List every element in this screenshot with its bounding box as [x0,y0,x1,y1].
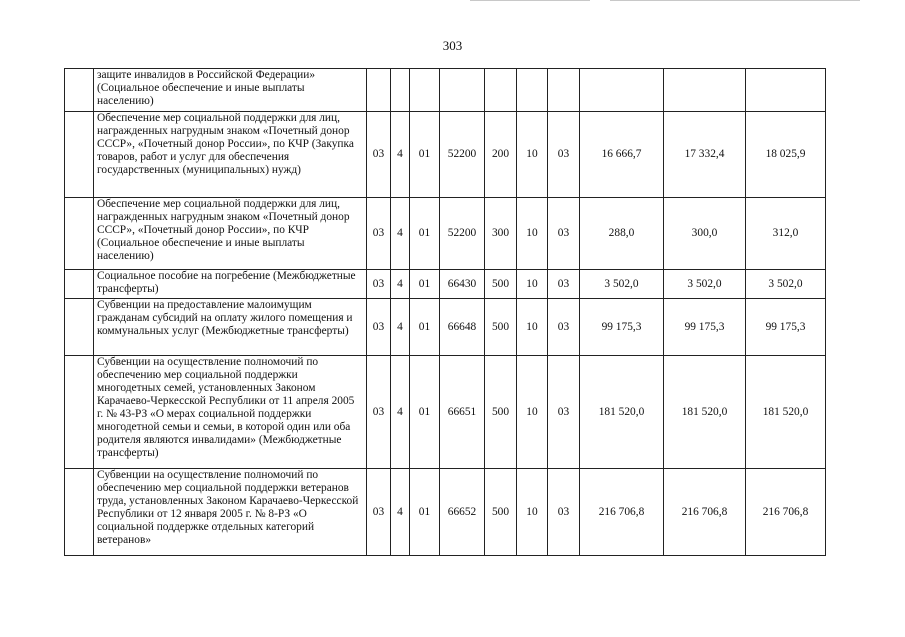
amount-year3-cell: 216 706,8 [746,469,826,556]
row-number-cell [65,69,94,112]
table-row [65,469,826,556]
row-number-cell [65,469,94,556]
description-cell: Социальное пособие на погребение (Межбюджетные трансферты) [94,270,367,299]
amount-year2-cell: 3 502,0 [664,270,746,299]
amount-year3-cell: 99 175,3 [746,299,826,356]
direction-code-cell: 52200 [440,198,485,270]
section-cell: 10 [517,112,548,198]
measure-code-cell: 01 [410,356,440,469]
subprogram-code-cell: 4 [391,198,410,270]
scan-artifact [470,0,590,1]
subprogram-code-cell: 4 [391,299,410,356]
amount-year2-cell: 99 175,3 [664,299,746,356]
expense-type-cell: 500 [485,270,517,299]
table-row [65,270,826,299]
amount-year1-cell: 99 175,3 [580,299,664,356]
subprogram-code-cell: 4 [391,356,410,469]
program-code-cell [367,69,391,112]
table-row [65,356,826,469]
section-cell: 10 [517,469,548,556]
subprogram-code-cell [391,69,410,112]
subsection-cell [548,69,580,112]
subsection-cell: 03 [548,356,580,469]
amount-year2-cell: 216 706,8 [664,469,746,556]
section-cell: 10 [517,198,548,270]
amount-year3-cell: 18 025,9 [746,112,826,198]
direction-code-cell: 66430 [440,270,485,299]
subprogram-code-cell: 4 [391,112,410,198]
expense-type-cell: 200 [485,112,517,198]
description-cell: Субвенции на предоставление малоимущим гражданам субсидий на оплату жилого помещения и коммунальных услуг (Межбюджетные трансферты) [94,299,367,356]
subsection-cell: 03 [548,299,580,356]
expense-type-cell [485,69,517,112]
amount-year3-cell: 312,0 [746,198,826,270]
amount-year3-cell [746,69,826,112]
description-cell: Обеспечение мер социальной поддержки для лиц, награжденных нагрудным знаком «Почетный донор СССР», «Почетный донор России», по КЧР (Закупка товаров, работ и услуг для обеспечения государственных (муниципальных) нужд) [94,112,367,198]
program-code-cell: 03 [367,469,391,556]
table-row [65,112,826,198]
scan-artifact [610,0,860,1]
section-cell [517,69,548,112]
amount-year2-cell: 300,0 [664,198,746,270]
program-code-cell: 03 [367,299,391,356]
subsection-cell: 03 [548,198,580,270]
expense-type-cell: 500 [485,356,517,469]
measure-code-cell: 01 [410,469,440,556]
direction-code-cell [440,69,485,112]
row-number-cell [65,112,94,198]
subprogram-code-cell: 4 [391,469,410,556]
amount-year1-cell: 216 706,8 [580,469,664,556]
section-cell: 10 [517,356,548,469]
amount-year1-cell: 181 520,0 [580,356,664,469]
expense-type-cell: 300 [485,198,517,270]
row-number-cell [65,356,94,469]
description-cell: Субвенции на осуществление полномочий по обеспечению мер социальной поддержки многодетных семей, установленных Законом Карачаево-Черкесской Республики от 11 апреля 2005 г. № 43-РЗ «О мерах социальной поддержки многодетной семьи и семьи, в которой один или оба родителя являются инвалидами» (Межбюджетные трансферты) [94,356,367,469]
table-row [65,299,826,356]
program-code-cell: 03 [367,198,391,270]
row-number-cell [65,270,94,299]
subprogram-code-cell: 4 [391,270,410,299]
direction-code-cell: 66652 [440,469,485,556]
amount-year1-cell: 288,0 [580,198,664,270]
measure-code-cell: 01 [410,198,440,270]
subsection-cell: 03 [548,469,580,556]
expense-type-cell: 500 [485,299,517,356]
amount-year3-cell: 181 520,0 [746,356,826,469]
table-row [65,198,826,270]
amount-year2-cell: 181 520,0 [664,356,746,469]
subsection-cell: 03 [548,112,580,198]
program-code-cell: 03 [367,356,391,469]
expense-type-cell: 500 [485,469,517,556]
section-cell: 10 [517,270,548,299]
section-cell: 10 [517,299,548,356]
amount-year2-cell: 17 332,4 [664,112,746,198]
budget-table [64,68,826,556]
amount-year1-cell: 16 666,7 [580,112,664,198]
amount-year3-cell: 3 502,0 [746,270,826,299]
direction-code-cell: 52200 [440,112,485,198]
amount-year1-cell [580,69,664,112]
direction-code-cell: 66651 [440,356,485,469]
table-body [65,69,826,556]
subsection-cell: 03 [548,270,580,299]
measure-code-cell: 01 [410,112,440,198]
description-cell: Субвенции на осуществление полномочий по обеспечению мер социальной поддержки ветеранов труда, установленных Законом Карачаево-Черкесской Республики от 12 января 2005 г. № 8-РЗ «О социальной поддержке отдельных категорий ветеранов» [94,469,367,556]
program-code-cell: 03 [367,112,391,198]
amount-year1-cell: 3 502,0 [580,270,664,299]
measure-code-cell [410,69,440,112]
description-cell: защите инвалидов в Российской Федерации» (Социальное обеспечение и иные выплаты населению) [94,69,367,112]
measure-code-cell: 01 [410,299,440,356]
table-row [65,69,826,112]
description-cell: Обеспечение мер социальной поддержки для лиц, награжденных нагрудным знаком «Почетный донор СССР», «Почетный донор России», по КЧР (Социальное обеспечение и иные выплаты населению) [94,198,367,270]
measure-code-cell: 01 [410,270,440,299]
page-number: 303 [442,38,463,53]
program-code-cell: 03 [367,270,391,299]
amount-year2-cell [664,69,746,112]
direction-code-cell: 66648 [440,299,485,356]
row-number-cell [65,299,94,356]
row-number-cell [65,198,94,270]
